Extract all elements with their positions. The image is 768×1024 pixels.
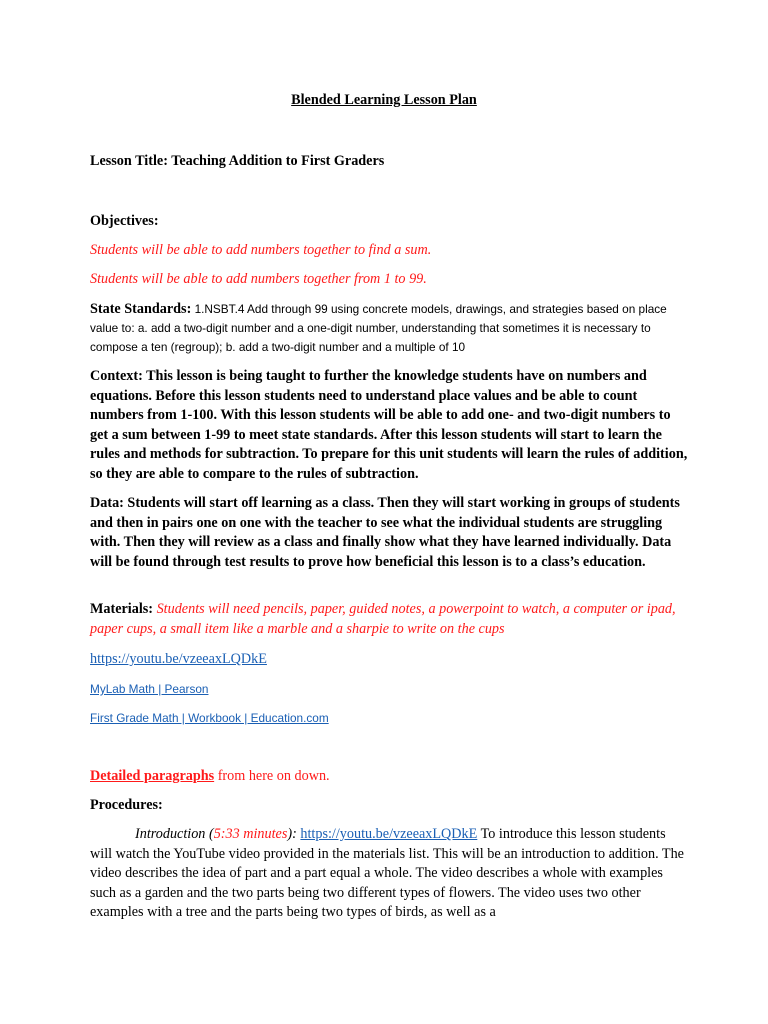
standards-text: 1.NSBT.4 Add through 99 using concrete models, drawings, and strategies based on place value to: a. add a two-digit number and a one-digit number, understanding that sometimes it is necessary to compose a ten (regroup); b. add a two-digit number and a multiple of 10	[90, 302, 667, 355]
intro-youtube-link[interactable]: https://youtu.be/vzeeaxLQDkE	[300, 826, 478, 842]
youtube-link[interactable]: https://youtu.be/vzeeaxLQDkE	[90, 651, 267, 667]
objective-item: Students will be able to add numbers together from 1 to 99.	[90, 271, 427, 287]
procedures-heading: Procedures:	[90, 797, 163, 813]
lesson-title: Lesson Title: Teaching Addition to First Graders	[90, 153, 385, 169]
intro-label: Introduction (	[135, 826, 214, 842]
mylab-link-line	[90, 680, 690, 698]
objective-item: Students will be able to add numbers together to find a sum.	[90, 242, 432, 258]
detailed-note	[90, 767, 690, 787]
youtube-link-line	[90, 650, 690, 668]
mylab-link[interactable]: MyLab Math | Pearson	[90, 682, 209, 696]
document-title: Blended Learning Lesson Plan	[291, 92, 477, 108]
materials-paragraph	[90, 600, 690, 639]
objectives-heading: Objectives:	[90, 213, 159, 229]
detailed-label: Detailed paragraphs	[90, 768, 215, 784]
introduction-paragraph	[90, 825, 690, 923]
context-paragraph: Context: This lesson is being taught to further the knowledge students have on numbers and equations. Before this lesson students need to understand place values and be able to count numbers from 1-100. With this lesson students will be able to add one- and two-digit numbers to get a sum between 1-99 to meet state standards. After this lesson students will start to learn the rules and methods for subtraction. To prepare for this unit students will learn the rules of addition, so they are able to compare to the rules of subtraction.	[90, 368, 688, 482]
education-link[interactable]: First Grade Math | Workbook | Education.com	[90, 711, 329, 725]
education-link-line	[90, 709, 690, 727]
materials-label: Materials:	[90, 601, 154, 617]
standards-label: State Standards:	[90, 301, 192, 317]
intro-text: To introduce this lesson students will watch the YouTube video provided in the materials list. This will be an introduction to addition. The video describes the idea of part and a part equal a whole. The video describes a whole with examples such as a garden and the two parts being two different types of flowers. The video uses two other examples with a tree and the parts being two types of birds, as well as a	[90, 826, 684, 921]
state-standards	[90, 300, 690, 358]
intro-time: 5:33 minutes	[213, 826, 288, 842]
materials-text: Students will need pencils, paper, guided notes, a powerpoint to watch, a computer or ipad, paper cups, a small item like a marble and a sharpie to write on the cups	[90, 601, 676, 637]
data-paragraph: Data: Students will start off learning as a class. Then they will start working in groups of students and then in pairs one on one with the teacher to see what the individual students are struggling with. Then they will review as a class and finally show what they have learned individually. Data will be found through test results to prove how beneficial this lesson is to a class’s education.	[90, 495, 680, 570]
intro-close: ):	[287, 826, 297, 842]
detailed-rest: from here on down.	[214, 768, 330, 784]
